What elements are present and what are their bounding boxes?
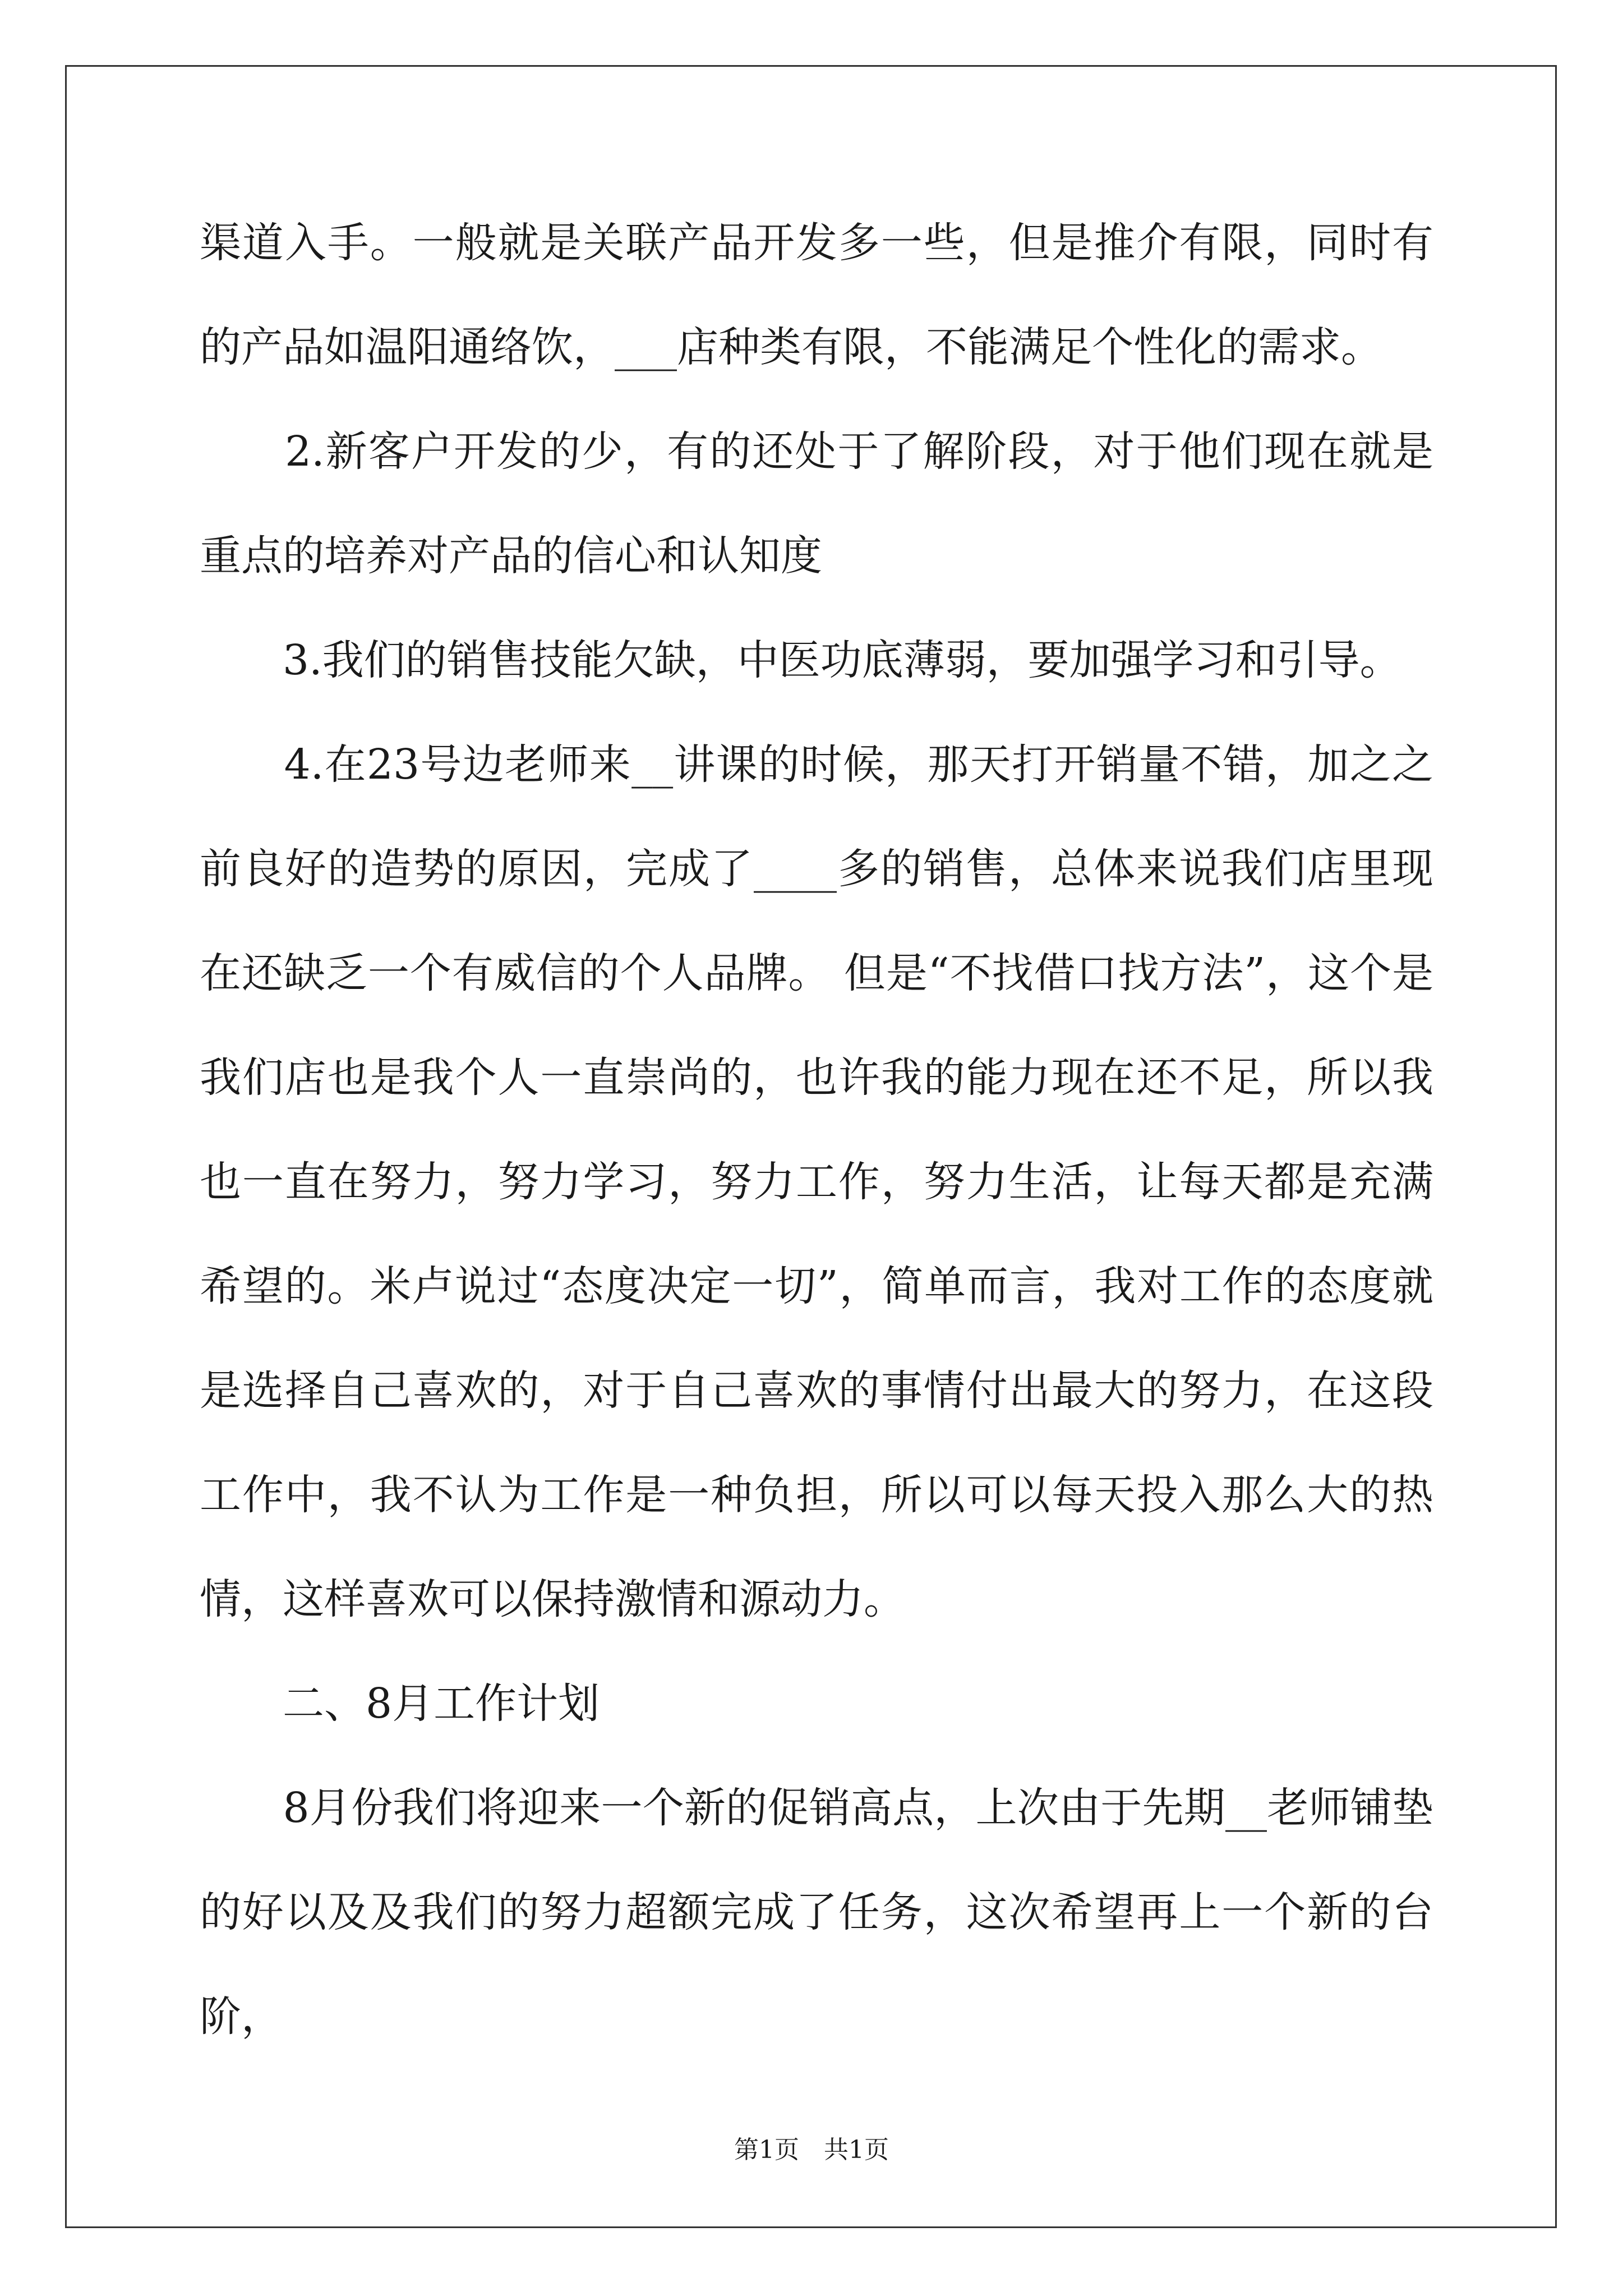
paragraph-item-3: 3.我们的销售技能欠缺，中医功底薄弱，要加强学习和引导。 [200,636,1401,684]
document-body [200,191,1433,2069]
paragraph-august-plan: 8月份我们将迎来一个新的促销高点，上次由于先期__老师铺垫的好以及及我们的努力超额完成了任务，这次希望再上一个新的台阶， [200,1784,1433,2041]
paragraph-channel-intro: 渠道入手。一般就是关联产品开发多一些，但是推介有限，同时有的产品如温阳通络饮，___店种类有限，不能满足个性化的需求。 [200,219,1433,371]
page-number-footer: 第1页 共1页 [734,2136,889,2164]
paragraph-item-4: 4.在23号边老师来__讲课的时候，那天打开销量不错，加之之前良好的造势的原因，完成了____多的销售，总体来说我们店里现在还缺乏一个有威信的个人品牌。 但是“不找借口找方法”，这个是我们店也是我个人一直崇尚的，也许我的能力现在还不足，所以我也一直在努力，努力学习，努力工作，努力生活，让每天都是充满希望的。米卢说过“态度决定一切”，简单而言，我对工作的态度就是选择自己喜欢的，对于自己喜欢的事情付出最大的努力，在这段工作中，我不认为工作是一种负担，所以可以每天投入那么大的热情，这样喜欢可以保持激情和源动力。 [200,740,1433,1623]
section-heading-august-plan: 二、8月工作计划 [200,1680,600,1728]
paragraph-item-2: 2.新客户开发的少，有的还处于了解阶段，对于他们现在就是重点的培养对产品的信心和认知度 [200,427,1433,580]
